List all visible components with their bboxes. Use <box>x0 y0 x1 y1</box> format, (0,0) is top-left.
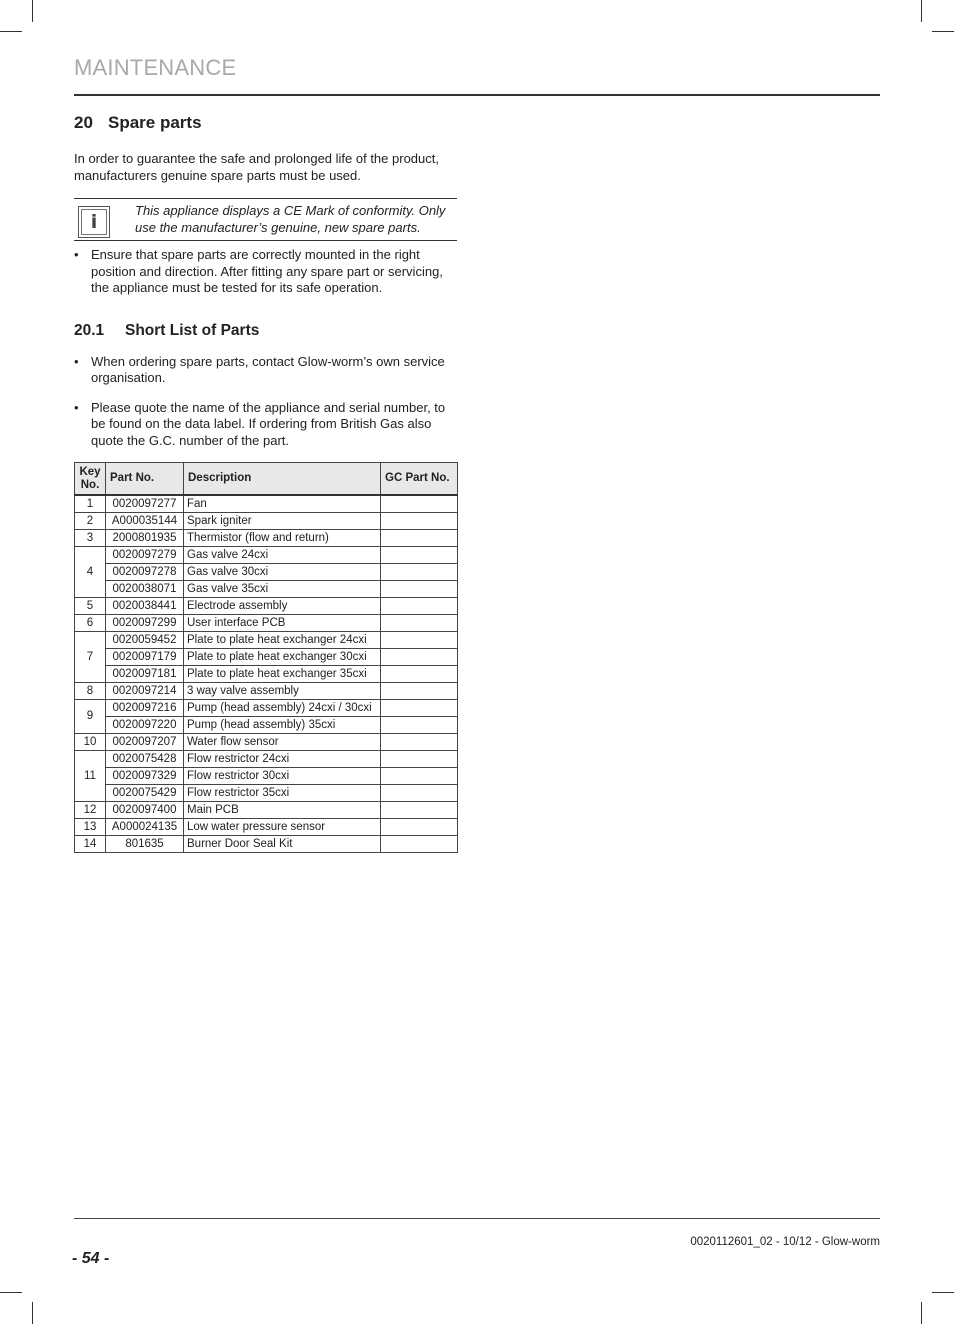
table-row <box>75 802 458 819</box>
cell-key: 10 <box>75 734 106 751</box>
bullet-item: • Ensure that spare parts are correctly mounted in the right position and direction. After fitting any spare part or servicing, the appliance must be tested for its safe operation. <box>74 247 457 297</box>
table-row <box>75 717 458 734</box>
cell-key: 2 <box>75 513 106 530</box>
cell-description: Pump (head assembly) 35cxi <box>184 717 381 734</box>
cell-description: Flow restrictor 35cxi <box>184 785 381 802</box>
cell-gc-part-no <box>381 683 458 700</box>
crop-mark <box>932 1292 954 1293</box>
page-number: - 54 - <box>72 1250 110 1267</box>
cell-description: Plate to plate heat exchanger 30cxi <box>184 649 381 666</box>
section-number: 20 <box>74 113 93 132</box>
cell-description: Fan <box>184 495 381 513</box>
content-column <box>74 112 457 853</box>
table-row <box>75 513 458 530</box>
cell-description: Flow restrictor 24cxi <box>184 751 381 768</box>
col-header-gc: GC Part No. <box>381 463 458 496</box>
cell-gc-part-no <box>381 768 458 785</box>
cell-part-no: 0020038441 <box>106 598 184 615</box>
cell-part-no: A000035144 <box>106 513 184 530</box>
cell-part-no: 0020097216 <box>106 700 184 717</box>
info-icon: i <box>78 206 110 238</box>
cell-gc-part-no <box>381 564 458 581</box>
table-row <box>75 785 458 802</box>
cell-gc-part-no <box>381 632 458 649</box>
subsection-number: 20.1 <box>74 321 105 339</box>
cell-gc-part-no <box>381 666 458 683</box>
cell-part-no: 801635 <box>106 836 184 853</box>
cell-description: Gas valve 30cxi <box>184 564 381 581</box>
table-row <box>75 495 458 513</box>
table-row <box>75 836 458 853</box>
section-title: Spare parts <box>108 113 202 132</box>
cell-part-no: A000024135 <box>106 819 184 836</box>
table-row <box>75 615 458 632</box>
table-row <box>75 700 458 717</box>
cell-description: Burner Door Seal Kit <box>184 836 381 853</box>
cell-part-no: 0020097329 <box>106 768 184 785</box>
cell-description: User interface PCB <box>184 615 381 632</box>
crop-mark <box>921 0 922 22</box>
cell-part-no: 0020097214 <box>106 683 184 700</box>
cell-description: Water flow sensor <box>184 734 381 751</box>
col-header-part: Part No. <box>106 463 184 496</box>
cell-gc-part-no <box>381 734 458 751</box>
cell-description: Plate to plate heat exchanger 24cxi <box>184 632 381 649</box>
page-header-title: MAINTENANCE <box>74 55 237 80</box>
cell-description: Gas valve 35cxi <box>184 581 381 598</box>
crop-mark <box>932 31 954 32</box>
cell-gc-part-no <box>381 717 458 734</box>
table-row <box>75 581 458 598</box>
col-header-key: Key No. <box>75 463 106 496</box>
cell-key: 12 <box>75 802 106 819</box>
cell-gc-part-no <box>381 530 458 547</box>
cell-key: 13 <box>75 819 106 836</box>
cell-description: Electrode assembly <box>184 598 381 615</box>
cell-gc-part-no <box>381 598 458 615</box>
cell-key: 4 <box>75 547 106 598</box>
table-row <box>75 683 458 700</box>
crop-mark <box>921 1302 922 1324</box>
table-header-row <box>75 463 458 496</box>
cell-gc-part-no <box>381 581 458 598</box>
table-row <box>75 564 458 581</box>
cell-part-no: 0020038071 <box>106 581 184 598</box>
footer-rule <box>74 1218 880 1219</box>
table-row <box>75 666 458 683</box>
cell-description: Main PCB <box>184 802 381 819</box>
subsection-bullets <box>74 354 457 450</box>
cell-description: Gas valve 24cxi <box>184 547 381 564</box>
cell-part-no: 0020097400 <box>106 802 184 819</box>
subsection-heading <box>74 321 457 341</box>
section-intro: In order to guarantee the safe and prolonged life of the product, manufacturers genuine spare parts must be used. <box>74 151 439 183</box>
table-row <box>75 768 458 785</box>
cell-key: 3 <box>75 530 106 547</box>
section-bullets <box>74 247 457 297</box>
cell-description: Low water pressure sensor <box>184 819 381 836</box>
cell-part-no: 0020097299 <box>106 615 184 632</box>
parts-table-body <box>75 495 458 853</box>
cell-gc-part-no <box>381 785 458 802</box>
info-note <box>74 198 457 241</box>
parts-table <box>74 462 458 853</box>
cell-key: 11 <box>75 751 106 802</box>
table-row <box>75 632 458 649</box>
table-row <box>75 751 458 768</box>
header-rule <box>74 94 880 96</box>
cell-part-no: 0020097181 <box>106 666 184 683</box>
cell-part-no: 0020097279 <box>106 547 184 564</box>
cell-part-no: 0020097278 <box>106 564 184 581</box>
cell-key: 14 <box>75 836 106 853</box>
crop-mark <box>32 1302 33 1324</box>
cell-gc-part-no <box>381 700 458 717</box>
cell-gc-part-no <box>381 819 458 836</box>
cell-key: 5 <box>75 598 106 615</box>
bullet-item: • When ordering spare parts, contact Glow-worm’s own service organisation. <box>74 354 457 387</box>
cell-part-no: 0020097220 <box>106 717 184 734</box>
cell-part-no: 0020075429 <box>106 785 184 802</box>
table-row <box>75 649 458 666</box>
cell-description: Spark igniter <box>184 513 381 530</box>
cell-description: Thermistor (flow and return) <box>184 530 381 547</box>
crop-mark <box>0 31 22 32</box>
table-row <box>75 530 458 547</box>
cell-part-no: 0020059452 <box>106 632 184 649</box>
cell-gc-part-no <box>381 615 458 632</box>
cell-description: Flow restrictor 30cxi <box>184 768 381 785</box>
cell-gc-part-no <box>381 495 458 513</box>
table-row <box>75 734 458 751</box>
cell-gc-part-no <box>381 836 458 853</box>
cell-key: 9 <box>75 700 106 734</box>
crop-mark <box>32 0 33 22</box>
cell-key: 7 <box>75 632 106 683</box>
cell-part-no: 2000801935 <box>106 530 184 547</box>
col-header-description: Description <box>184 463 381 496</box>
table-row <box>75 819 458 836</box>
crop-mark <box>0 1292 22 1293</box>
cell-description: Plate to plate heat exchanger 35cxi <box>184 666 381 683</box>
cell-part-no: 0020097207 <box>106 734 184 751</box>
cell-gc-part-no <box>381 751 458 768</box>
cell-description: 3 way valve assembly <box>184 683 381 700</box>
info-note-text: This appliance displays a CE Mark of conformity. Only use the manufacturer’s genuine, new spare parts. <box>135 203 446 235</box>
cell-part-no: 0020097179 <box>106 649 184 666</box>
bullet-item: • Please quote the name of the appliance and serial number, to be found on the data label. If ordering from British Gas also quote the G.C. number of the part. <box>74 400 457 450</box>
cell-gc-part-no <box>381 649 458 666</box>
subsection-title: Short List of Parts <box>125 321 260 339</box>
table-row <box>75 547 458 564</box>
footer-doc-ref: 0020112601_02 - 10/12 - Glow-worm <box>690 1236 880 1248</box>
table-row <box>75 598 458 615</box>
cell-key: 6 <box>75 615 106 632</box>
cell-key: 1 <box>75 495 106 513</box>
cell-key: 8 <box>75 683 106 700</box>
cell-part-no: 0020075428 <box>106 751 184 768</box>
cell-gc-part-no <box>381 547 458 564</box>
cell-description: Pump (head assembly) 24cxi / 30cxi <box>184 700 381 717</box>
section-heading <box>74 112 457 134</box>
cell-part-no: 0020097277 <box>106 495 184 513</box>
cell-gc-part-no <box>381 802 458 819</box>
cell-gc-part-no <box>381 513 458 530</box>
